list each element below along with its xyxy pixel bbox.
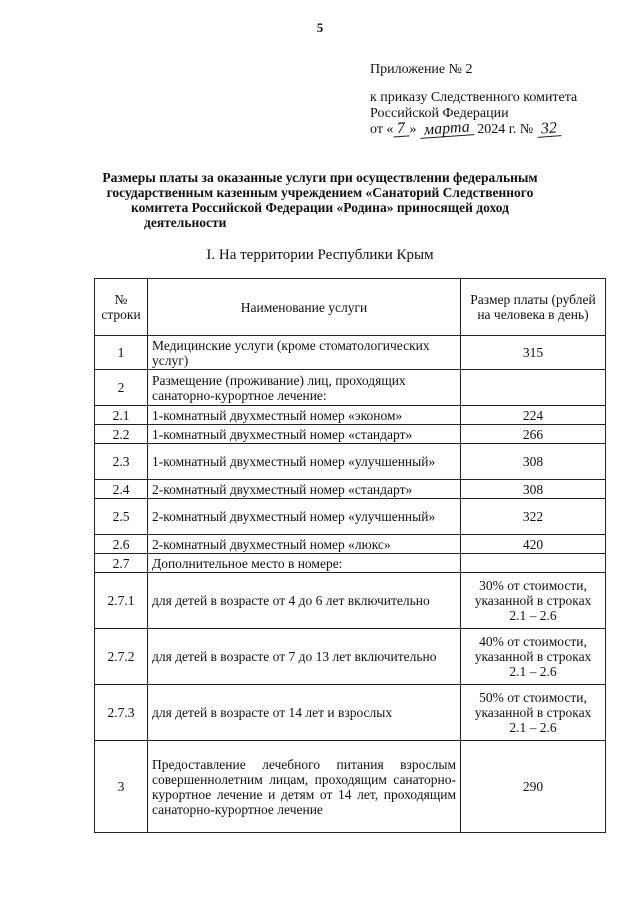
service-price: 420 (461, 535, 606, 554)
appendix-block (370, 62, 632, 138)
date-year: 2024 г. № (477, 122, 534, 137)
table-row (95, 741, 606, 833)
row-number: 2.7.3 (95, 685, 148, 741)
service-name: для детей в возрасте от 4 до 6 лет включительно (148, 573, 461, 629)
table-row (95, 535, 606, 554)
service-name: для детей в возрасте от 14 лет и взрослых (148, 685, 461, 741)
service-price (461, 554, 606, 573)
service-name: Размещение (проживание) лиц, проходящих санаторно-курортное лечение: (148, 370, 461, 406)
table-row (95, 573, 606, 629)
page-number: 5 (316, 20, 324, 35)
table-row (95, 336, 606, 370)
section-heading: I. На территории Республики Крым (206, 247, 434, 263)
service-name: 1-комнатный двухместный номер «улучшенный» (148, 444, 461, 480)
service-price: 308 (461, 444, 606, 480)
table-row (95, 406, 606, 425)
handwritten-order-number: 32 (536, 121, 561, 138)
service-name: 1-комнатный двухместный номер «стандарт» (148, 425, 461, 444)
service-name: 2-комнатный двухместный номер «стандарт» (148, 480, 461, 499)
title-line-3: комитета Российской Федерации «Родина» приносящей доход (131, 200, 509, 215)
row-number: 2 (95, 370, 148, 406)
row-number: 2.2 (95, 425, 148, 444)
service-price: 308 (461, 480, 606, 499)
table-row (95, 444, 606, 480)
fee-table (94, 278, 606, 833)
title-line-1: Размеры платы за оказанные услуги при осуществлении федеральным (102, 170, 538, 185)
row-number: 2.5 (95, 499, 148, 535)
service-name: Дополнительное место в номере: (148, 554, 461, 573)
table-row (95, 685, 606, 741)
service-price: 40% от стоимости, указанной в строках 2.1 – 2.6 (461, 629, 606, 685)
table-row (95, 499, 606, 535)
service-name: Медицинские услуги (кроме стоматологических услуг) (148, 336, 461, 370)
table-row (95, 629, 606, 685)
table-body (95, 336, 606, 833)
service-name: 1-комнатный двухместный номер «эконом» (148, 406, 461, 425)
handwritten-day: 7 (393, 121, 410, 137)
service-price: 290 (461, 741, 606, 833)
date-prefix: от « (370, 122, 394, 137)
row-number: 2.1 (95, 406, 148, 425)
header-service-name: Наименование услуги (148, 279, 461, 336)
service-price (461, 370, 606, 406)
service-price: 266 (461, 425, 606, 444)
header-row-number: № строки (95, 279, 148, 336)
table-header-row (95, 279, 606, 336)
appendix-date-line (370, 118, 632, 139)
service-name: Предоставление лечебного питания взрослым совершеннолетним лицам, проходящим санаторно-курортное лечение и детям от 14 лет, проходящим санаторно-курортное лечение (148, 741, 461, 833)
row-number: 2.7.2 (95, 629, 148, 685)
service-price: 322 (461, 499, 606, 535)
table-row (95, 554, 606, 573)
appendix-line-2: Российской Федерации (370, 106, 509, 121)
service-price: 50% от стоимости, указанной в строках 2.1 – 2.6 (461, 685, 606, 741)
handwritten-month: марта (419, 120, 474, 139)
appendix-line-1: к приказу Следственного комитета (370, 90, 578, 105)
row-number: 2.4 (95, 480, 148, 499)
service-price: 30% от стоимости, указанной в строках 2.1 – 2.6 (461, 573, 606, 629)
service-price: 315 (461, 336, 606, 370)
service-price: 224 (461, 406, 606, 425)
service-name: 2-комнатный двухместный номер «люкс» (148, 535, 461, 554)
table-row (95, 480, 606, 499)
title-line-4: деятельности (144, 215, 227, 230)
title-line-2: государственным казенным учреждением «Санаторий Следственного (106, 185, 534, 200)
row-number: 1 (95, 336, 148, 370)
document-title (70, 170, 570, 230)
appendix-title: Приложение № 2 (370, 62, 473, 77)
service-name: 2-комнатный двухместный номер «улучшенный» (148, 499, 461, 535)
row-number: 2.6 (95, 535, 148, 554)
row-number: 3 (95, 741, 148, 833)
table-row (95, 425, 606, 444)
row-number: 2.7 (95, 554, 148, 573)
service-name: для детей в возрасте от 7 до 13 лет включительно (148, 629, 461, 685)
header-price: Размер платы (рублей на человека в день) (461, 279, 606, 336)
table-row (95, 370, 606, 406)
row-number: 2.7.1 (95, 573, 148, 629)
date-mid: » (409, 122, 417, 137)
row-number: 2.3 (95, 444, 148, 480)
